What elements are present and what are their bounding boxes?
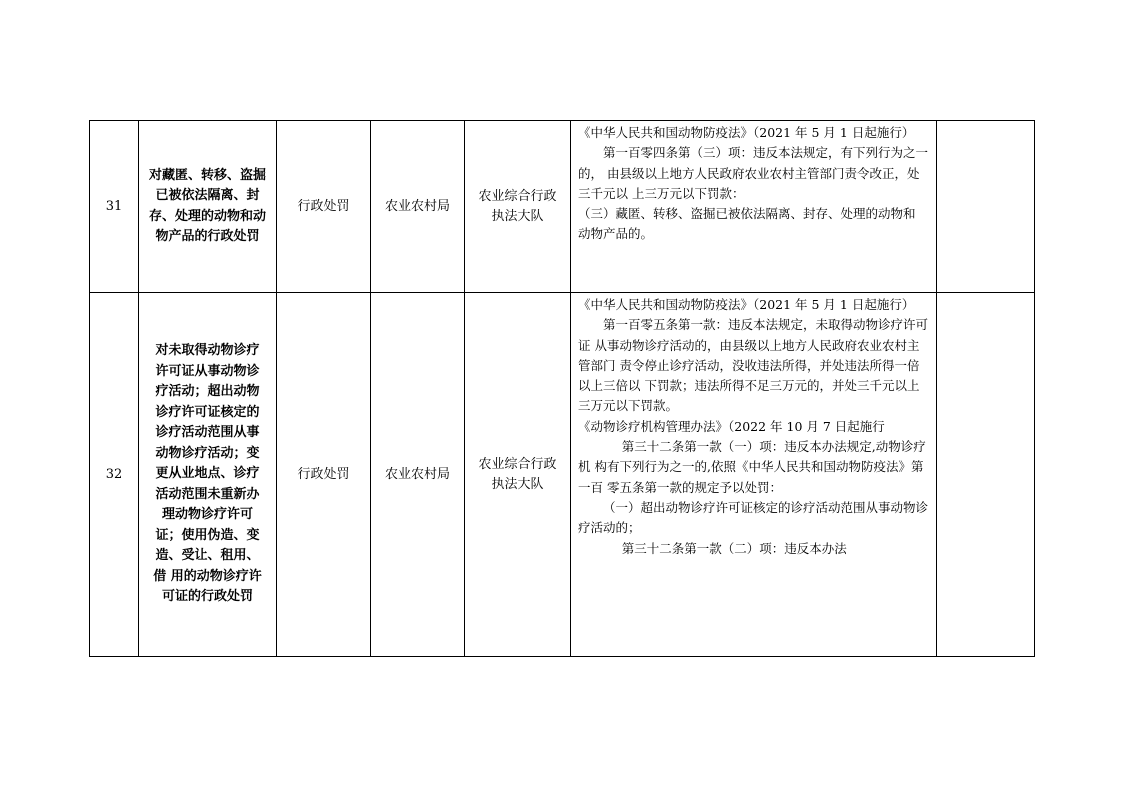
implementing-unit-text: 农业综合行政执法大队 <box>478 188 557 224</box>
basis-paragraph: 第三十二条第一款（一）项：违反本办法规定,动物诊疗机 构有下列行为之一的,依照《中华人民共和国动物防疫法》第一百 零五条第一款的规定予以处罚： <box>578 439 926 495</box>
implementing-unit-text: 农业综合行政执法大队 <box>478 456 557 492</box>
basis-paragraph: 第一百零四条第（三）项：违反本法规定，有下列行为之一的， 由县级以上地方人民政府农业农村主管部门责令改正，处三千元以 上三万元以下罚款： <box>578 145 929 201</box>
basis-paragraph: 第一百零五条第一款：违反本法规定，未取得动物诊疗许可证 从事动物诊疗活动的，由县级以上地方人民政府农业农村主管部门 责令停止诊疗活动，没收违法所得，并处违法所得一倍以上三倍以 下罚款；违法所得不足三万元的，并处三千元以上三万元以下罚款。 <box>578 317 929 414</box>
basis-paragraph: 第三十二条第一款（二）项：违反本办法 <box>621 540 847 556</box>
basis-paragraph: （一）超出动物诊疗许可证核定的诊疗活动范围从事动物诊疗活动的； <box>578 499 929 536</box>
item-name: 对藏匿、转移、盗掘已被依法隔离、封存、处理的动物和动物产品的行政处罚 <box>139 121 277 293</box>
basis-paragraph: 《动物诊疗机构管理办法》（2022 年 10 月 7 日起施行 <box>578 418 885 434</box>
table-row <box>90 121 1035 293</box>
responsible-department: 农业农村局 <box>371 121 465 293</box>
basis-paragraph: 《中华人民共和国动物防疫法》（2021 年 5 月 1 日起施行） <box>578 125 915 140</box>
power-type: 行政处罚 <box>277 293 371 657</box>
legal-basis <box>571 121 937 293</box>
enforcement-table <box>89 120 1035 657</box>
basis-paragraph: 《中华人民共和国动物防疫法》（2021 年 5 月 1 日起施行） <box>578 297 915 312</box>
power-type: 行政处罚 <box>277 121 371 293</box>
basis-paragraph: （三）藏匿、转移、盗掘已被依法隔离、封存、处理的动物和 动物产品的。 <box>578 206 916 242</box>
table-row <box>90 293 1035 657</box>
implementing-unit <box>465 293 571 657</box>
implementing-unit <box>465 121 571 293</box>
remarks <box>937 293 1035 657</box>
item-name-text: 对未取得动物诊疗许可证从事动物诊疗活动；超出动物诊疗许可证核定的诊疗活动范围从事动物诊疗活动；变更从业地点、诊疗活动范围未重新办理动物诊疗许可证；使用伪造、变造、受让、租用、借 用的动物诊疗许可证的行政处罚 <box>153 343 262 605</box>
remarks <box>937 121 1035 293</box>
responsible-department: 农业农村局 <box>371 293 465 657</box>
row-number: 31 <box>90 121 139 293</box>
item-name <box>139 293 277 657</box>
legal-basis <box>571 293 937 657</box>
row-number: 32 <box>90 293 139 657</box>
